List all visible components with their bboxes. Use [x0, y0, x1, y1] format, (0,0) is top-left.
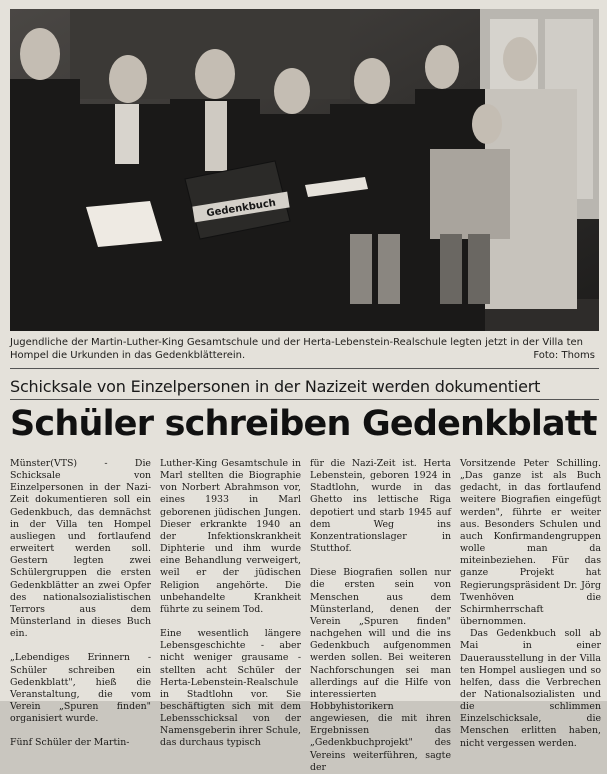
divider-line [10, 399, 599, 400]
article-body [10, 458, 602, 773]
group-photo-illustration [10, 9, 599, 331]
paragraph: Fünf Schüler der Martin- [10, 737, 130, 749]
article-subheadline: Schicksale von Einzelpersonen in der Nazizeit werden dokumentiert [10, 377, 541, 396]
article-column-1 [10, 458, 151, 749]
article-headline: Schüler schreiben Gedenkblatt [10, 404, 597, 444]
photo-caption-text: Jugendliche der Martin-Luther-King Gesamtschule und der Herta-Lebenstein-Realschule legten jetzt in der Villa ten Hompel die Urkunden in das Gedenkblätterein. [10, 337, 584, 361]
paragraph: Luther-King Gesamtschule in Marl stellten die Biographie von Norbert Abrahmson vor, eines 1933 in Marl geborenen jüdischen Jungen. Dieser erkrankte 1940 an der Infektionskrankheit Diphterie und ihm wurde eine Behandlung verweigert, weil er der jüdischen Religion angehörte. Die unbehandelte Krankheit führte zu seinem Tod. [160, 458, 301, 615]
divider-line [10, 368, 599, 369]
paragraph: Münster(VTS) - Die Schicksale von Einzelpersonen in der Nazi-Zeit dokumentieren soll ein Gedenkbuch, das demnächst in der Villa ten Hompel ausliegen und fortlaufend erweitert werden soll. Gestern legten zwei Schülergruppen die ersten Gedenkblätter an zwei Opfer des nationalsozialistischen Terrors aus dem Münsterland in dieses Buch ein. [10, 458, 151, 640]
paragraph: Das Gedenkbuch soll ab Mai in einer Dauerausstellung in der Villa ten Hompel ausliegen und so helfen, dass die Verbrechen der Nationalsozialisten und die schlimmen Einzelschicksale, die Menschen erlitten haben, nicht vergessen werden. [460, 628, 601, 749]
article-column-4 [460, 458, 601, 750]
paragraph: „Lebendiges Erinnern - Schüler schreiben ein Gedenkblatt", hieß die Veranstaltung, die vom Verein „Spuren finden" organisiert wurde. [10, 652, 151, 725]
paragraph: Diese Biografien sollen nur die ersten sein von Menschen aus dem Münsterland, denen der Verein „Spuren finden" nachgehen will und die ins Gedenkbuch aufgenommen werden sollen. Bei weiteren Nachforschungen sei man allerdings auf die Hilfe von interessierten Hobbyhistorikern angewiesen, die mit ihren Ergebnissen das „Gedenkbuchprojekt" des Vereins weiterführen, sagte der [310, 567, 451, 773]
photo-credit: Foto: Thoms [533, 350, 595, 361]
paragraph: Vorsitzende Peter Schilling. „Das ganze ist als Buch gedacht, in das fortlaufend weitere Biografien eingefügt werden", führte er weiter aus. Besonders Schulen und auch Konfirmandengruppen wolle man da miteinbeziehen. Für das ganze Projekt hat Regierungspräsident Dr. Jörg Twenhöven die Schirmherrschaft übernommen. [460, 458, 601, 628]
photo-caption [10, 336, 599, 362]
article-column-3 [310, 458, 451, 774]
paragraph: für die Nazi-Zeit ist. Herta Lebenstein, geboren 1924 in Stadtlohn, wurde in das Ghetto ins lettische Riga depotiert und starb 1945 auf dem Weg ins Konzentrationslager in Stutthof. [310, 458, 451, 555]
gedenkbuch-sign-text: Gedenkbuch [205, 197, 277, 220]
paragraph: Eine wesentlich längere Lebensgeschichte - aber nicht weniger grausame - stellten acht Schüler der Herta-Lebenstein-Realschule in Stadtlohn vor. Sie beschäftigten sich mit dem Lebensschicksal von der Namensgeberin ihrer Schule, das durchaus typisch [160, 628, 301, 749]
news-photo [10, 9, 599, 331]
article-column-2 [160, 458, 301, 750]
